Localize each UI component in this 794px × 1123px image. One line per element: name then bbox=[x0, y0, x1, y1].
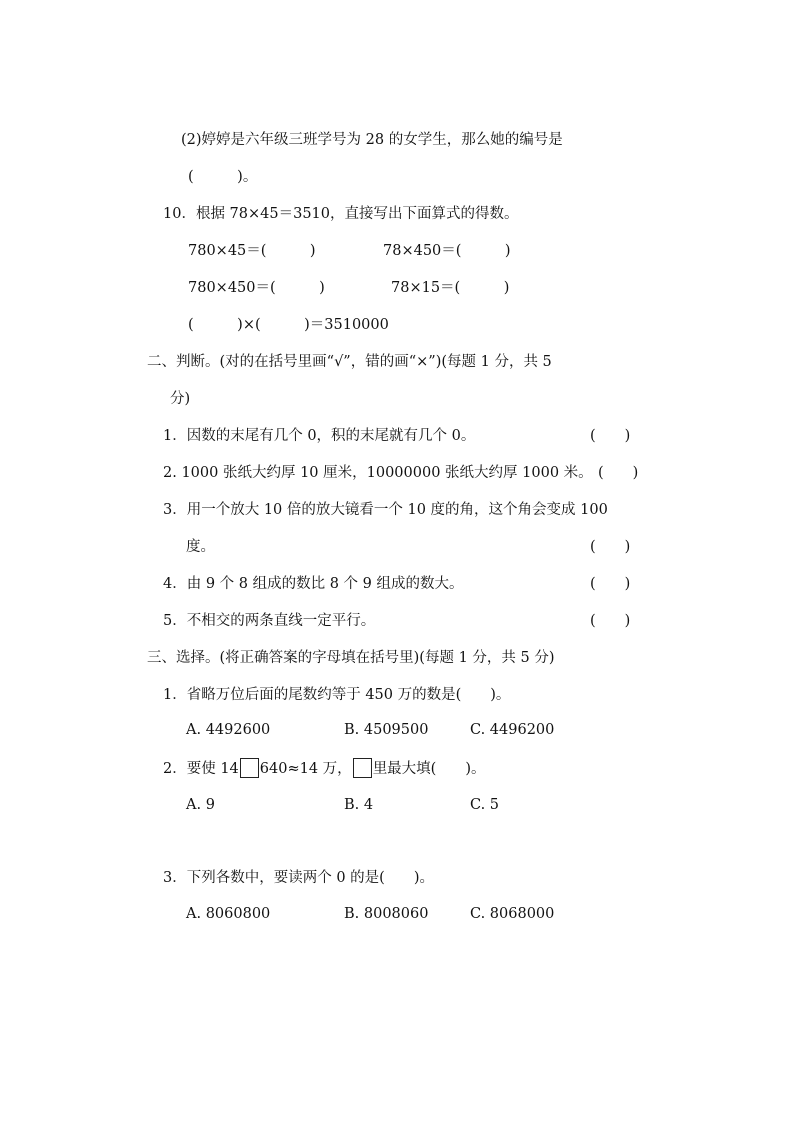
tf-item-3: 3．用一个放大 10 倍的放大镜看一个 10 度的角，这个角会变成 100 bbox=[163, 502, 608, 518]
mc-q1-stem: 1．省略万位后面的尾数约等于 450 万的数是( )。 bbox=[163, 687, 511, 703]
tf-answer-2: ( ) bbox=[598, 465, 639, 481]
tf-item-3-cont: 度。 bbox=[186, 539, 215, 555]
section2-heading-cont: 分) bbox=[170, 391, 191, 407]
q9-sub2-blank: ( )。 bbox=[188, 169, 258, 185]
mc-q1-option-b: B. 4509500 bbox=[344, 722, 429, 738]
q10-expr-4: 78×15＝( ) bbox=[391, 280, 510, 296]
q10-expr-5: ( )×( )＝3510000 bbox=[188, 317, 389, 333]
q10-expr-2: 78×450＝( ) bbox=[383, 243, 511, 259]
mc-q2-stem-part1: 2．要使 14 bbox=[163, 761, 239, 777]
q9-sub2-line1: (2)婷婷是六年级三班学号为 28 的女学生，那么她的编号是 bbox=[181, 132, 563, 148]
mc-q2-option-b: B. 4 bbox=[344, 797, 374, 813]
tf-answer-3: ( ) bbox=[590, 539, 631, 555]
tf-item-4: 4．由 9 个 8 组成的数比 8 个 9 组成的数大。 bbox=[163, 576, 464, 592]
tf-answer-4: ( ) bbox=[590, 576, 631, 592]
mc-q2-stem bbox=[163, 758, 486, 779]
mc-q2-option-a: A. 9 bbox=[186, 797, 215, 813]
blank-box bbox=[353, 758, 372, 778]
mc-q1-option-a: A. 4492600 bbox=[186, 722, 271, 738]
blank-box bbox=[240, 758, 259, 778]
tf-item-1: 1．因数的末尾有几个 0，积的末尾就有几个 0。 bbox=[163, 428, 476, 444]
q10-expr-1: 780×45＝( ) bbox=[188, 243, 316, 259]
tf-answer-5: ( ) bbox=[590, 613, 631, 629]
mc-q1-option-c: C. 4496200 bbox=[470, 722, 555, 738]
tf-item-2: 2. 1000 张纸大约厚 10 厘米，10000000 张纸大约厚 1000 米。 bbox=[163, 465, 593, 481]
mc-q2-option-c: C. 5 bbox=[470, 797, 500, 813]
mc-q3-option-c: C. 8068000 bbox=[470, 906, 555, 922]
mc-q2-stem-part3: 里最大填( )。 bbox=[372, 761, 486, 777]
mc-q3-option-b: B. 8008060 bbox=[344, 906, 429, 922]
q10-expr-3: 780×450＝( ) bbox=[188, 280, 325, 296]
tf-item-5: 5．不相交的两条直线一定平行。 bbox=[163, 613, 376, 629]
mc-q3-stem: 3．下列各数中，要读两个 0 的是( )。 bbox=[163, 870, 434, 886]
mc-q3-option-a: A. 8060800 bbox=[186, 906, 271, 922]
section2-heading: 二、判断。(对的在括号里画“√”，错的画“×”)(每题 1 分，共 5 bbox=[147, 354, 552, 370]
mc-q2-stem-part2: 640≈14 万， bbox=[259, 761, 352, 777]
tf-answer-1: ( ) bbox=[590, 428, 631, 444]
section3-heading: 三、选择。(将正确答案的字母填在括号里)(每题 1 分，共 5 分) bbox=[147, 650, 555, 666]
q10-stem: 10．根据 78×45＝3510，直接写出下面算式的得数。 bbox=[163, 206, 519, 222]
